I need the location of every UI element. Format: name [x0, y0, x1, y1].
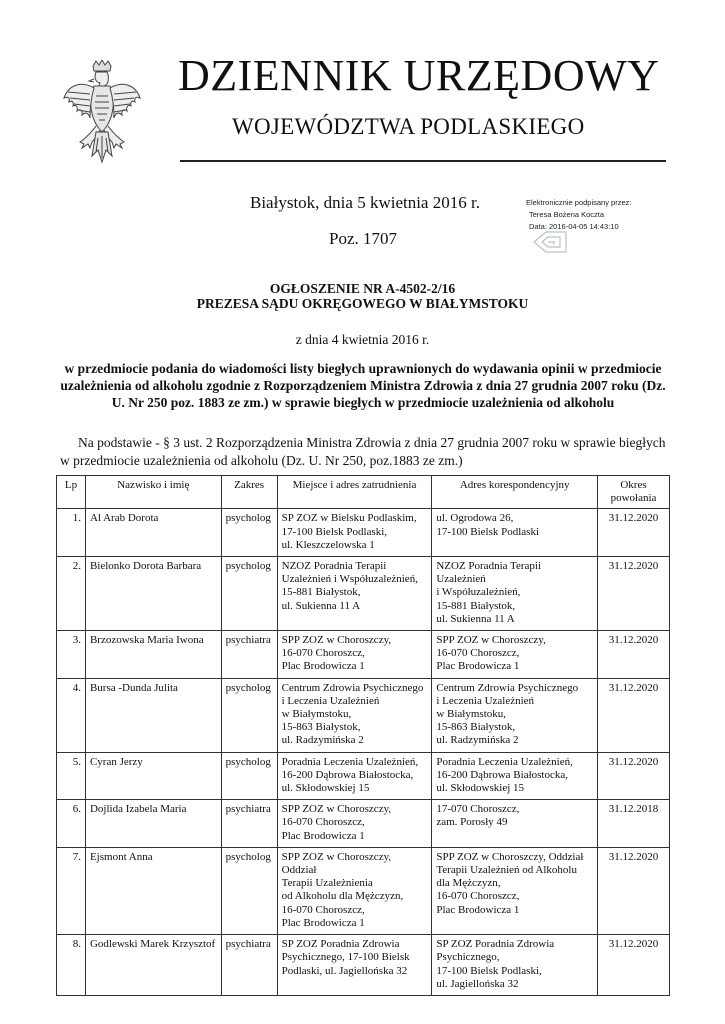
- header-scope: Zakres: [221, 476, 277, 509]
- row-workplace: SPP ZOZ w Choroszczy, 16-070 Choroszcz, Plac Brodowicza 1: [277, 631, 432, 679]
- row-address: SPP ZOZ w Choroszczy, Oddział Terapii Uzależnień od Alkoholu dla Mężczyzn, 16-070 Choroszcz, Plac Brodowicza 1: [432, 847, 598, 934]
- position-number: Poz. 1707: [329, 229, 397, 248]
- announcement-number: OGŁOSZENIE NR A-4502-2/16: [269, 281, 456, 296]
- row-lp: 5.: [57, 752, 86, 800]
- row-scope: psychiatra: [221, 935, 277, 996]
- row-scope: psycholog: [221, 752, 277, 800]
- row-term: 31.12.2020: [598, 935, 670, 996]
- row-lp: 1.: [57, 509, 86, 557]
- signature-verified-icon: [532, 230, 568, 254]
- row-name: Godlewski Marek Krzysztof: [85, 935, 221, 996]
- row-address: SP ZOZ Poradnia Zdrowia Psychicznego, 17-100 Bielsk Podlaski, ul. Jagiellońska 32: [432, 935, 598, 996]
- row-name: Bursa -Dunda Julita: [85, 678, 221, 752]
- row-scope: psycholog: [221, 509, 277, 557]
- table-row: [57, 509, 670, 557]
- row-name: Cyran Jerzy: [85, 752, 221, 800]
- row-workplace: SPP ZOZ w Choroszczy, 16-070 Choroszcz, Plac Brodowicza 1: [277, 800, 432, 848]
- row-workplace: SP ZOZ w Bielsku Podlaskim, 17-100 Bielsk Podlaski, ul. Kleszczelowska 1: [277, 509, 432, 557]
- row-workplace: NZOZ Poradnia Terapii Uzależnień i Współuzależnień, 15-881 Białystok, ul. Sukienna 11 A: [277, 557, 432, 631]
- signature-date: Data: 2016-04-05 14:43:10: [529, 222, 619, 231]
- row-workplace: Centrum Zdrowia Psychicznego i Leczenia Uzależnień w Białymstoku, 15-863 Białystok, ul. Radzymińska 2: [277, 678, 432, 752]
- row-workplace: Poradnia Leczenia Uzależnień, 16-200 Dąbrowa Białostocka, ul. Skłodowskiej 15: [277, 752, 432, 800]
- legal-basis-paragraph: Na podstawie - § 3 ust. 2 Rozporządzenia Ministra Zdrowia z dnia 27 grudnia 2007 roku w sprawie biegłych w przedmiocie uzależnienia od alkoholu (Dz. U. Nr 250, poz.1883 ze zm.): [60, 435, 666, 468]
- table-row: [57, 935, 670, 996]
- announcement-date: z dnia 4 kwietnia 2016 r.: [295, 332, 430, 347]
- electronic-signature: [526, 197, 631, 233]
- row-scope: psychiatra: [221, 631, 277, 679]
- row-workplace: SPP ZOZ w Choroszczy, Oddział Terapii Uzależnienia od Alkoholu dla Mężczyzn, 16-070 Choroszcz, Plac Brodowicza 1: [277, 847, 432, 934]
- journal-subtitle: WOJEWÓDZTWA PODLASKIEGO: [232, 114, 585, 139]
- row-address: Centrum Zdrowia Psychicznego i Leczenia Uzależnień w Białymstoku, 15-863 Białystok, ul. Radzymińska 2: [432, 678, 598, 752]
- table-row: [57, 800, 670, 848]
- row-lp: 2.: [57, 557, 86, 631]
- announcement-subject: w przedmiocie podania do wiadomości listy biegłych uprawnionych do wydawania opinii w przedmiocie uzależnienia od alkoholu zgodnie z Rozporządzeniem Ministra Zdrowia z dnia 27 grudnia 2007 roku (Dz. U. Nr 250 poz. 1883 ze zm.) w sprawie biegłych w przedmiocie uzależnienia od alkoholu: [60, 361, 666, 410]
- table-row: [57, 752, 670, 800]
- header-workplace: Miejsce i adres zatrudnienia: [277, 476, 432, 509]
- row-address: NZOZ Poradnia Terapii Uzależnień i Współuzależnień, 15-881 Białystok, ul. Sukienna 11 A: [432, 557, 598, 631]
- row-scope: psycholog: [221, 557, 277, 631]
- row-address: ul. Ogrodowa 26, 17-100 Bielsk Podlaski: [432, 509, 598, 557]
- table-row: [57, 631, 670, 679]
- header-name: Nazwisko i imię: [85, 476, 221, 509]
- row-term: 31.12.2020: [598, 631, 670, 679]
- place-and-date: Białystok, dnia 5 kwietnia 2016 r.: [250, 193, 480, 212]
- row-address: 17-070 Choroszcz, zam. Porosły 49: [432, 800, 598, 848]
- header-lp: Lp: [57, 476, 86, 509]
- row-lp: 3.: [57, 631, 86, 679]
- row-address: Poradnia Leczenia Uzależnień, 16-200 Dąbrowa Białostocka, ul. Skłodowskiej 15: [432, 752, 598, 800]
- signature-label: Elektronicznie podpisany przez:: [526, 198, 632, 207]
- table-header-row: [57, 476, 670, 509]
- row-address: SPP ZOZ w Choroszczy, 16-070 Choroszcz, Plac Brodowicza 1: [432, 631, 598, 679]
- table-row: [57, 847, 670, 934]
- row-scope: psychiatra: [221, 800, 277, 848]
- row-term: 31.12.2020: [598, 678, 670, 752]
- row-term: 31.12.2020: [598, 752, 670, 800]
- row-lp: 8.: [57, 935, 86, 996]
- masthead-divider: [180, 160, 666, 162]
- row-workplace: SP ZOZ Poradnia Zdrowia Psychicznego, 17-100 Bielsk Podlaski, ul. Jagiellońska 32: [277, 935, 432, 996]
- row-scope: psycholog: [221, 678, 277, 752]
- row-term: 31.12.2020: [598, 847, 670, 934]
- row-name: Brzozowska Maria Iwona: [85, 631, 221, 679]
- row-name: Ejsmont Anna: [85, 847, 221, 934]
- row-term: 31.12.2020: [598, 557, 670, 631]
- header-term: Okres powołania: [598, 476, 670, 509]
- table-row: [57, 678, 670, 752]
- row-scope: psycholog: [221, 847, 277, 934]
- table-row: [57, 557, 670, 631]
- row-lp: 6.: [57, 800, 86, 848]
- signature-signer: Teresa Bożena Koczta: [529, 210, 605, 219]
- row-name: Al Arab Dorota: [85, 509, 221, 557]
- row-lp: 7.: [57, 847, 86, 934]
- announcement-issuer: PREZESA SĄDU OKRĘGOWEGO W BIAŁYMSTOKU: [196, 296, 529, 311]
- header-address: Adres korespondencyjny: [432, 476, 598, 509]
- row-name: Bielonko Dorota Barbara: [85, 557, 221, 631]
- row-lp: 4.: [57, 678, 86, 752]
- journal-title: DZIENNIK URZĘDOWY: [178, 51, 660, 100]
- row-name: Dojlida Izabela Maria: [85, 800, 221, 848]
- coat-of-arms-eagle-icon: [60, 60, 144, 164]
- row-term: 31.12.2020: [598, 509, 670, 557]
- row-term: 31.12.2018: [598, 800, 670, 848]
- experts-table: [56, 475, 670, 996]
